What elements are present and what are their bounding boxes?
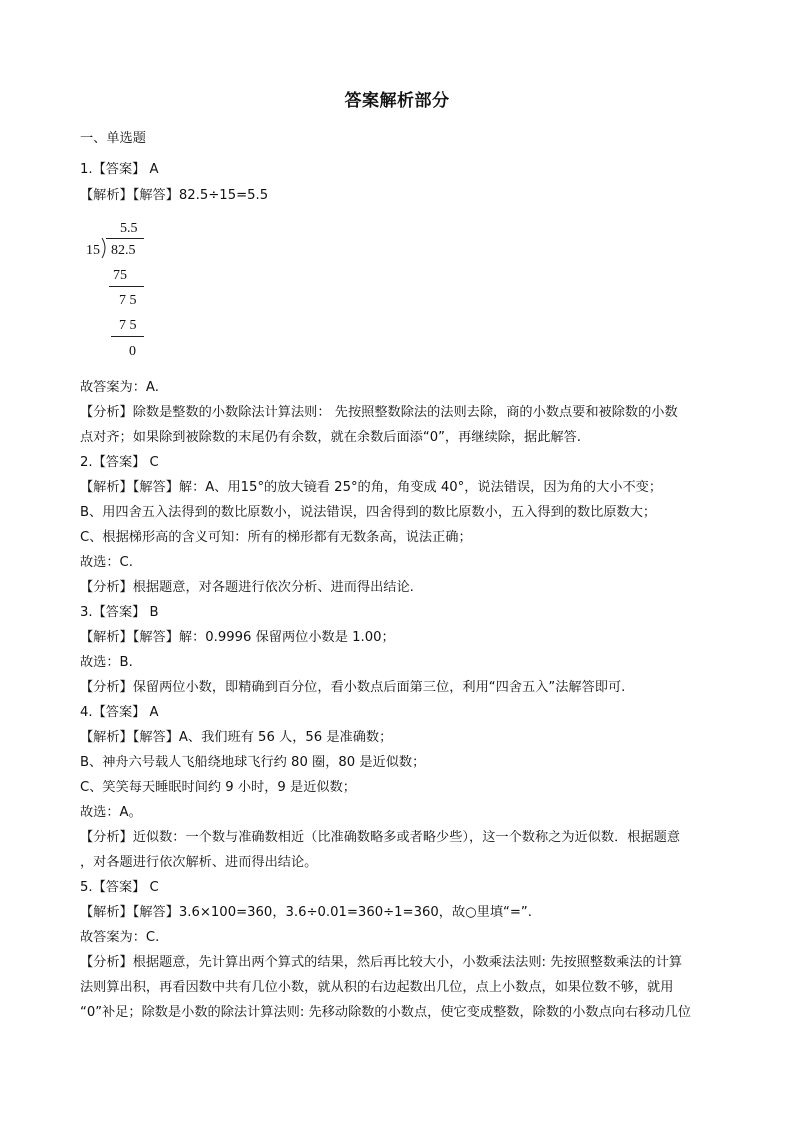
q5-conclusion: 故答案为：C. bbox=[80, 930, 160, 945]
q2-explanation-2: B、用四舍五入法得到的数比原数小，说法错误，四舍得到的数比原数小，五入得到的数比原数大； bbox=[80, 505, 657, 520]
q2-analysis: 【分析】根据题意，对各题进行依次分析、进而得出结论. bbox=[80, 580, 414, 595]
q2-explanation-3: C、根据梯形高的含义可知：所有的梯形都有无数条高，说法正确； bbox=[80, 530, 472, 545]
q5-analysis-line-2: 法则算出积，再看因数中共有几位小数，就从积的右边起数出几位，点上小数点，如果位数不够，就用 bbox=[80, 980, 674, 995]
remainder: 0 bbox=[129, 344, 136, 359]
section-heading: 一、单选题 bbox=[80, 131, 146, 146]
divisor: 15 bbox=[86, 243, 100, 258]
dividend: 82.5 bbox=[111, 243, 136, 258]
q4-explanation-2: B、神舟六号载人飞船绕地球飞行约 80 圈，80 是近似数； bbox=[80, 755, 426, 770]
q2-conclusion: 故选：C. bbox=[80, 555, 133, 570]
q4-analysis-line-2: ，对各题进行依次解析、进而得出结论。 bbox=[80, 855, 318, 870]
q2-answer: 2.【答案】 C bbox=[80, 455, 159, 470]
q1-analysis-line-1: 【分析】除数是整数的小数除法计算法则： 先按照整数除法的法则去除，商的小数点要和被除数的小数 bbox=[80, 405, 678, 420]
q5-analysis-line-1: 【分析】根据题意，先计算出两个算式的结果，然后再比较大小，小数乘法法则: 先按照整数乘法的计算 bbox=[80, 955, 683, 970]
division-bar bbox=[106, 238, 144, 239]
q1-explanation: 【解析】【解答】82.5÷15=5.5 bbox=[80, 188, 269, 203]
q4-analysis-line-1: 【分析】近似数：一个数与准确数相近（比准确数略多或者略少些），这一个数称之为近似数．根据题意 bbox=[80, 830, 681, 845]
q3-explanation: 【解析】【解答】解：0.9996 保留两位小数是 1.00； bbox=[80, 630, 395, 645]
division-line-1 bbox=[109, 286, 144, 287]
q4-conclusion: 故选：A。 bbox=[80, 805, 142, 820]
q3-analysis: 【分析】保留两位小数，即精确到百分位，看小数点后面第三位，利用“四舍五入”法解答即可. bbox=[80, 680, 626, 695]
q5-analysis-line-3: “0”补足；除数是小数的除法计算法则: 先移动除数的小数点，使它变成整数，除数的小数点向右移动几位 bbox=[80, 1005, 691, 1020]
q5-answer: 5.【答案】 C bbox=[80, 880, 159, 895]
quotient: 5.5 bbox=[120, 221, 138, 236]
q3-answer: 3.【答案】 B bbox=[80, 605, 159, 620]
q4-answer: 4.【答案】 A bbox=[80, 705, 159, 720]
q4-explanation-1: 【解析】【解答】A、我们班有 56 人，56 是准确数； bbox=[80, 730, 393, 745]
division-line-2 bbox=[111, 336, 144, 337]
q2-explanation-1: 【解析】【解答】解：A、用15°的放大镜看 25°的角，角变成 40°，说法错误，因为角的大小不变； bbox=[80, 480, 663, 495]
page-title: 答案解析部分 bbox=[344, 91, 450, 111]
q4-explanation-3: C、笑笑每天睡眠时间约 9 小时，9 是近似数； bbox=[80, 780, 356, 795]
q1-analysis-line-2: 点对齐；如果除到被除数的末尾仍有余数，就在余数后面添“0”，再继续除，据此解答. bbox=[80, 430, 581, 445]
partial-dividend: 7 5 bbox=[119, 293, 137, 308]
q5-explanation: 【解析】【解答】3.6×100=360，3.6÷0.01=360÷1=360，故○里填“=”. bbox=[80, 905, 532, 920]
q1-conclusion: 故答案为：A. bbox=[80, 380, 159, 395]
q3-conclusion: 故选：B. bbox=[80, 655, 133, 670]
subtraction-2: 7 5 bbox=[119, 318, 137, 333]
q1-answer: 1.【答案】 A bbox=[80, 162, 159, 177]
division-bracket-icon bbox=[101, 237, 109, 259]
subtraction-1: 75 bbox=[113, 268, 127, 283]
